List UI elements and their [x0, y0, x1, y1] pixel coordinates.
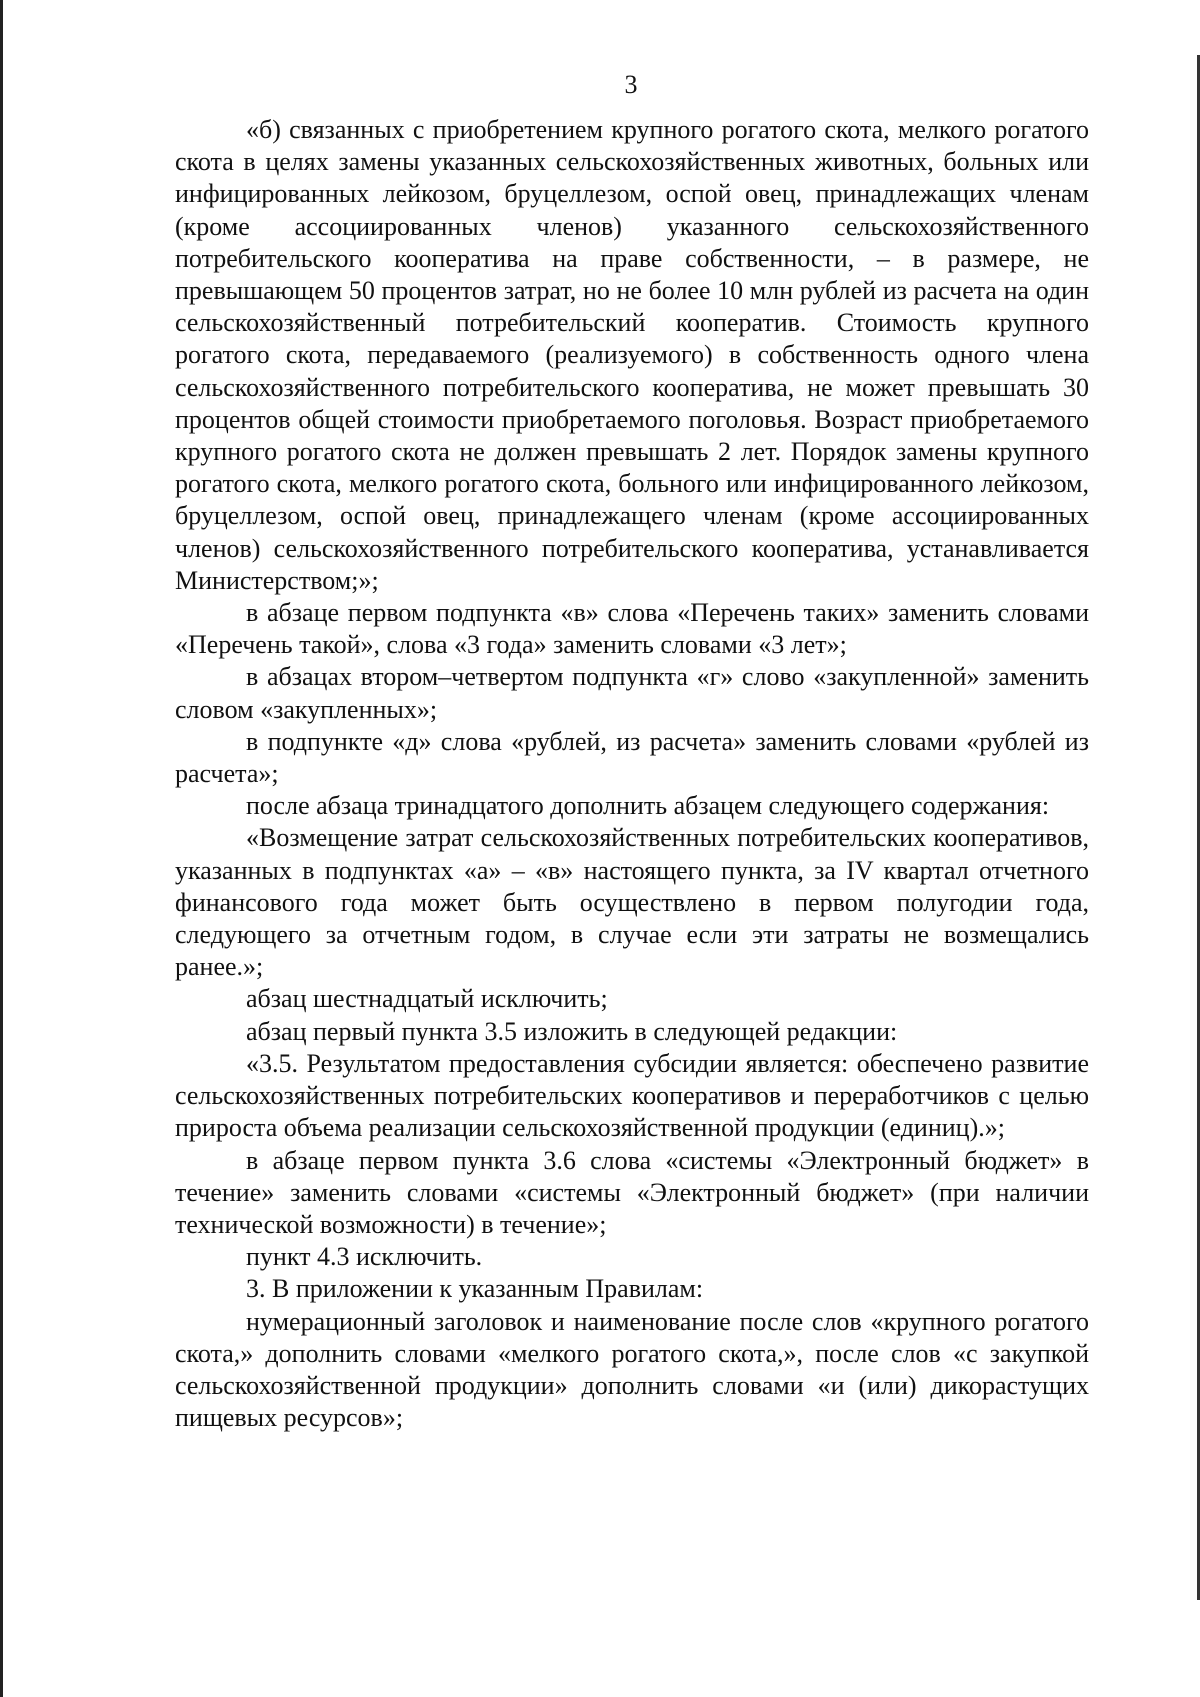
page-number: 3	[624, 70, 638, 99]
paragraph-section-3: 3. В приложении к указанным Правилам:	[246, 1274, 704, 1304]
document-body	[175, 114, 1089, 1434]
paragraph-exclude-4-3: пункт 4.3 исключить.	[246, 1242, 483, 1272]
paragraph-appendix-heading: нумерационный заголовок и наименование после слов «крупного рогатого скота,» дополнить словами «мелкого рогатого скота,», после слов «с закупкой сельскохозяйственной продукции» дополнить словами «и (или) дикорастущих пищевых ресурсов»;	[175, 1306, 1089, 1433]
paragraph-item-3-5-text: «3.5. Результатом предоставления субсидии является: обеспечено развитие сельскохозяйственных потребительских кооперативов и переработчиков с целью прироста объема реализации сельскохозяйственной продукции (единиц).»;	[175, 1048, 1089, 1143]
paragraph-subitem-g-amendment: в абзацах втором–четвертом подпункта «г» слово «закупленной» заменить словом «закупленных»;	[175, 662, 1089, 724]
paragraph-subitem-b: «б) связанных с приобретением крупного рогатого скота, мелкого рогатого скота в целях замены указанных сельскохозяйственных животных, больных или инфицированных лейкозом, бруцеллезом, оспой овец, принадлежащих членам (кроме ассоциированных членов) указанного сельскохозяйственного потребительского кооператива на праве собственности, – в размере, не превышающем 50 процентов затрат, но не более 10 млн рублей из расчета на один сельскохозяйственный потребительский кооператив. Стоимость крупного рогатого скота, передаваемого (реализуемого) в собственность одного члена сельскохозяйственного потребительского кооператива, не может превышать 30 процентов общей стоимости приобретаемого поголовья. Возраст приобретаемого крупного рогатого скота не должен превышать 2 лет. Порядок замены крупного рогатого скота, мелкого рогатого скота, больного или инфицированного лейкозом, бруцеллезом, оспой овец, принадлежащего членам (кроме ассоциированных членов) сельскохозяйственного потребительского кооператива, устанавливается Министерством;»;	[175, 115, 1089, 595]
scan-edge-left	[0, 0, 3, 1697]
paragraph-item-3-5-intro: абзац первый пункта 3.5 изложить в следующей редакции:	[246, 1016, 898, 1046]
paragraph-reimbursement: «Возмещение затрат сельскохозяйственных потребительских кооперативов, указанных в подпунктах «а» – «в» настоящего пункта, за IV квартал отчетного финансового года может быть осуществлено в первом полугодии года, следующего за отчетным годом, в случае если эти затраты не возмещались ранее.»;	[175, 823, 1089, 982]
paragraph-subitem-v-amendment: в абзаце первом подпункта «в» слова «Перечень таких» заменить словами «Перечень такой», слова «3 года» заменить словами «3 лет»;	[175, 598, 1089, 660]
paragraph-add-after-13: после абзаца тринадцатого дополнить абзацем следующего содержания:	[246, 791, 1050, 821]
paragraph-item-3-6-amendment: в абзаце первом пункта 3.6 слова «системы «Электронный бюджет» в течение» заменить словами «системы «Электронный бюджет» (при наличии технической возможности) в течение»;	[175, 1145, 1089, 1239]
paragraph-subitem-d-amendment: в подпункте «д» слова «рублей, из расчета» заменить словами «рублей из расчета»;	[175, 726, 1089, 789]
paragraph-exclude-16: абзац шестнадцатый исключить;	[246, 984, 608, 1014]
